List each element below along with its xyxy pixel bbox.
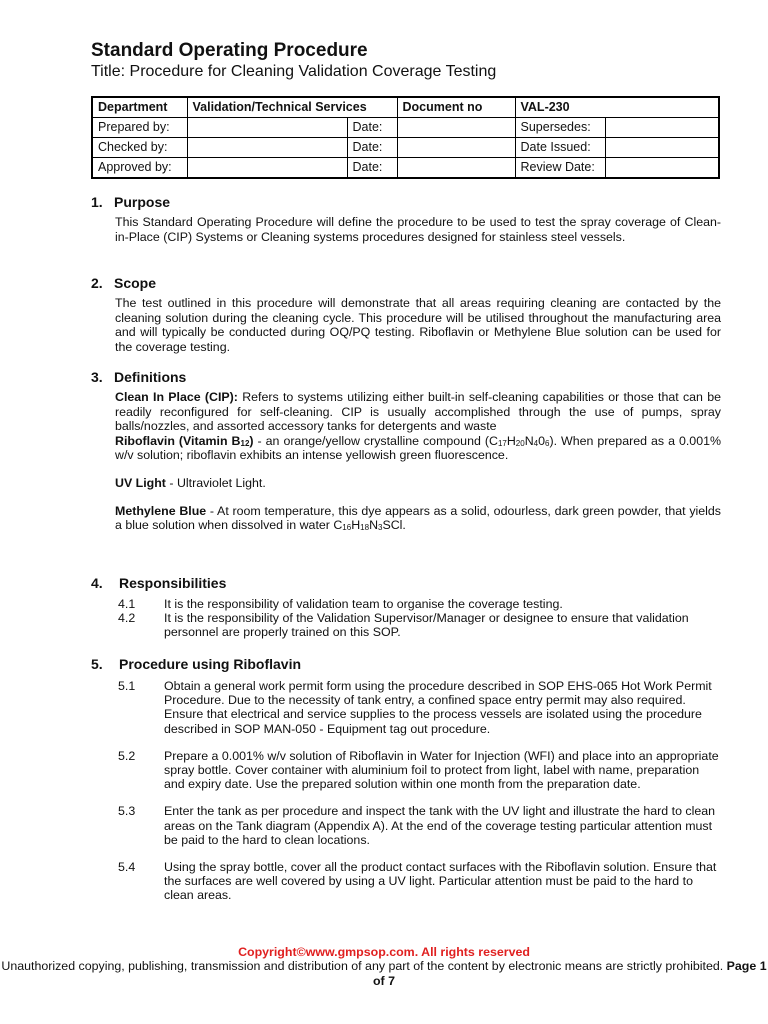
- section-heading: [91, 656, 721, 672]
- section-title: Responsibilities: [119, 575, 227, 591]
- table-row: [92, 138, 719, 158]
- copying-notice: Unauthorized copying, publishing, transmission and distribution of any part of the content by electronic means are strictly prohibited. Page 1 of 7: [1, 959, 767, 988]
- section-number: 5.: [91, 656, 103, 672]
- section-heading: [91, 275, 721, 291]
- review-date-value: [605, 158, 719, 179]
- section-title: Procedure using Riboflavin: [119, 656, 302, 672]
- section-title: Scope: [114, 275, 157, 291]
- date-label: Date:: [347, 118, 397, 138]
- table-row: [92, 118, 719, 138]
- date-value: [397, 158, 515, 179]
- review-date-label: Review Date:: [515, 158, 605, 179]
- date-issued-value: [605, 138, 719, 158]
- list-item: 5.3 Enter the tank as per procedure and inspect the tank with the UV light and illustrate the hard to clean areas on the Tank diagram (Appendix A). At the end of the coverage testing particular attention must be paid to the hard to clean locations.: [118, 804, 716, 847]
- checked-by-value: [187, 138, 347, 158]
- list-item: 5.2 Prepare a 0.001% w/v solution of Riboflavin in Water for Injection (WFI) and place into an appropriate spray bottle. Cover container with aluminium foil to protect from light, label with name, preparation and expiry date. Use the prepared solution within one month from the preparation date.: [118, 748, 719, 792]
- section-number: 1.: [91, 194, 103, 210]
- page-footer: [0, 945, 768, 988]
- section-heading: [91, 194, 721, 210]
- copyright-notice: Copyright©www.gmpsop.com. All rights reserved: [238, 945, 530, 959]
- definitions-section: [91, 369, 721, 533]
- document-no-value: VAL-230: [515, 97, 719, 118]
- list-item: 5.1 Obtain a general work permit form using the procedure described in SOP EHS-065 Hot Work Permit Procedure. Due to the necessity of tank entry, a confined space entry permit may also required. Ensure that electrical and service supplies to the process vessels are isolated using the procedure described in SOP MAN-050 - Equipment tag out procedure.: [118, 679, 712, 736]
- section-title: Purpose: [114, 194, 171, 210]
- list-item: 5.4 Using the spray bottle, cover all the product contact surfaces with the Riboflavin solution. Ensure that the surfaces are well covered by using a UV light. Particular attention must be paid to the hard to clean areas.: [118, 860, 717, 903]
- section-heading: [91, 369, 721, 385]
- supersedes-value: [605, 118, 719, 138]
- section-heading: [91, 575, 721, 591]
- document-control-table: [91, 96, 720, 179]
- definition-methylene-blue: Methylene Blue - At room temperature, this dye appears as a solid, odourless, dark green powder, that yields a blue solution when dissolved in water C16H18N3SCl.: [115, 503, 721, 533]
- definition-riboflavin: Riboflavin (Vitamin B12) - an orange/yellow crystalline compound (C17H20N406). When prepared as a 0.001% w/v solution; riboflavin exhibits an intense yellowish green fluorescence.: [115, 433, 722, 463]
- prepared-by-label: Prepared by:: [92, 118, 187, 138]
- supersedes-label: Supersedes:: [515, 118, 605, 138]
- table-row: [92, 97, 719, 118]
- list-item: 4.1 It is the responsibility of validation team to organise the coverage testing.: [118, 597, 563, 611]
- definition-uv-light: UV Light - Ultraviolet Light.: [115, 475, 266, 490]
- date-label: Date:: [347, 158, 397, 179]
- date-issued-label: Date Issued:: [515, 138, 605, 158]
- procedure-section: [91, 656, 721, 903]
- section-number: 2.: [91, 275, 103, 291]
- list-item: 4.2 It is the responsibility of the Validation Supervisor/Manager or designee to ensure that validation personnel are properly trained on this SOP.: [118, 611, 689, 640]
- definition-cip: Clean In Place (CIP): Refers to systems utilizing either built-in self-cleaning capabilities or those that can be readily reconfigured for self-cleaning. CIP is usually accomplished through the use of pumps, spray balls/nozzles, and assorted accessory tanks for detergents and waste: [115, 390, 721, 434]
- document-title: Standard Operating Procedure: [91, 40, 368, 61]
- document-subtitle: Title: Procedure for Cleaning Validation Coverage Testing: [91, 63, 497, 80]
- date-value: [397, 118, 515, 138]
- section-number: 3.: [91, 369, 103, 385]
- prepared-by-value: [187, 118, 347, 138]
- document-no-label: Document no: [397, 97, 515, 118]
- checked-by-label: Checked by:: [92, 138, 187, 158]
- approved-by-value: [187, 158, 347, 179]
- table-row: [92, 158, 719, 179]
- section-title: Definitions: [114, 369, 187, 385]
- section-number: 4.: [91, 575, 103, 591]
- purpose-section: [91, 194, 721, 244]
- approved-by-label: Approved by:: [92, 158, 187, 179]
- responsibilities-section: [91, 575, 721, 640]
- department-value: Validation/Technical Services: [187, 97, 397, 118]
- department-label: Department: [92, 97, 187, 118]
- purpose-text: This Standard Operating Procedure will define the procedure to be used to test the spray coverage of Clean-in-Place (CIP) Systems or Cleaning systems procedures designed for stainless steel vessels.: [115, 215, 721, 244]
- page-number: Page 1 of 7: [372, 959, 767, 988]
- scope-text: The test outlined in this procedure will demonstrate that all areas requiring cleaning are contacted by the cleaning solution during the cleaning cycle. This procedure will be utilised throughout the manufacturing area and will typically be conducted during OQ/PQ testing. Riboflavin or Methylene Blue solution can be used for the coverage testing.: [115, 296, 721, 354]
- date-value: [397, 138, 515, 158]
- date-label: Date:: [347, 138, 397, 158]
- scope-section: [91, 275, 721, 354]
